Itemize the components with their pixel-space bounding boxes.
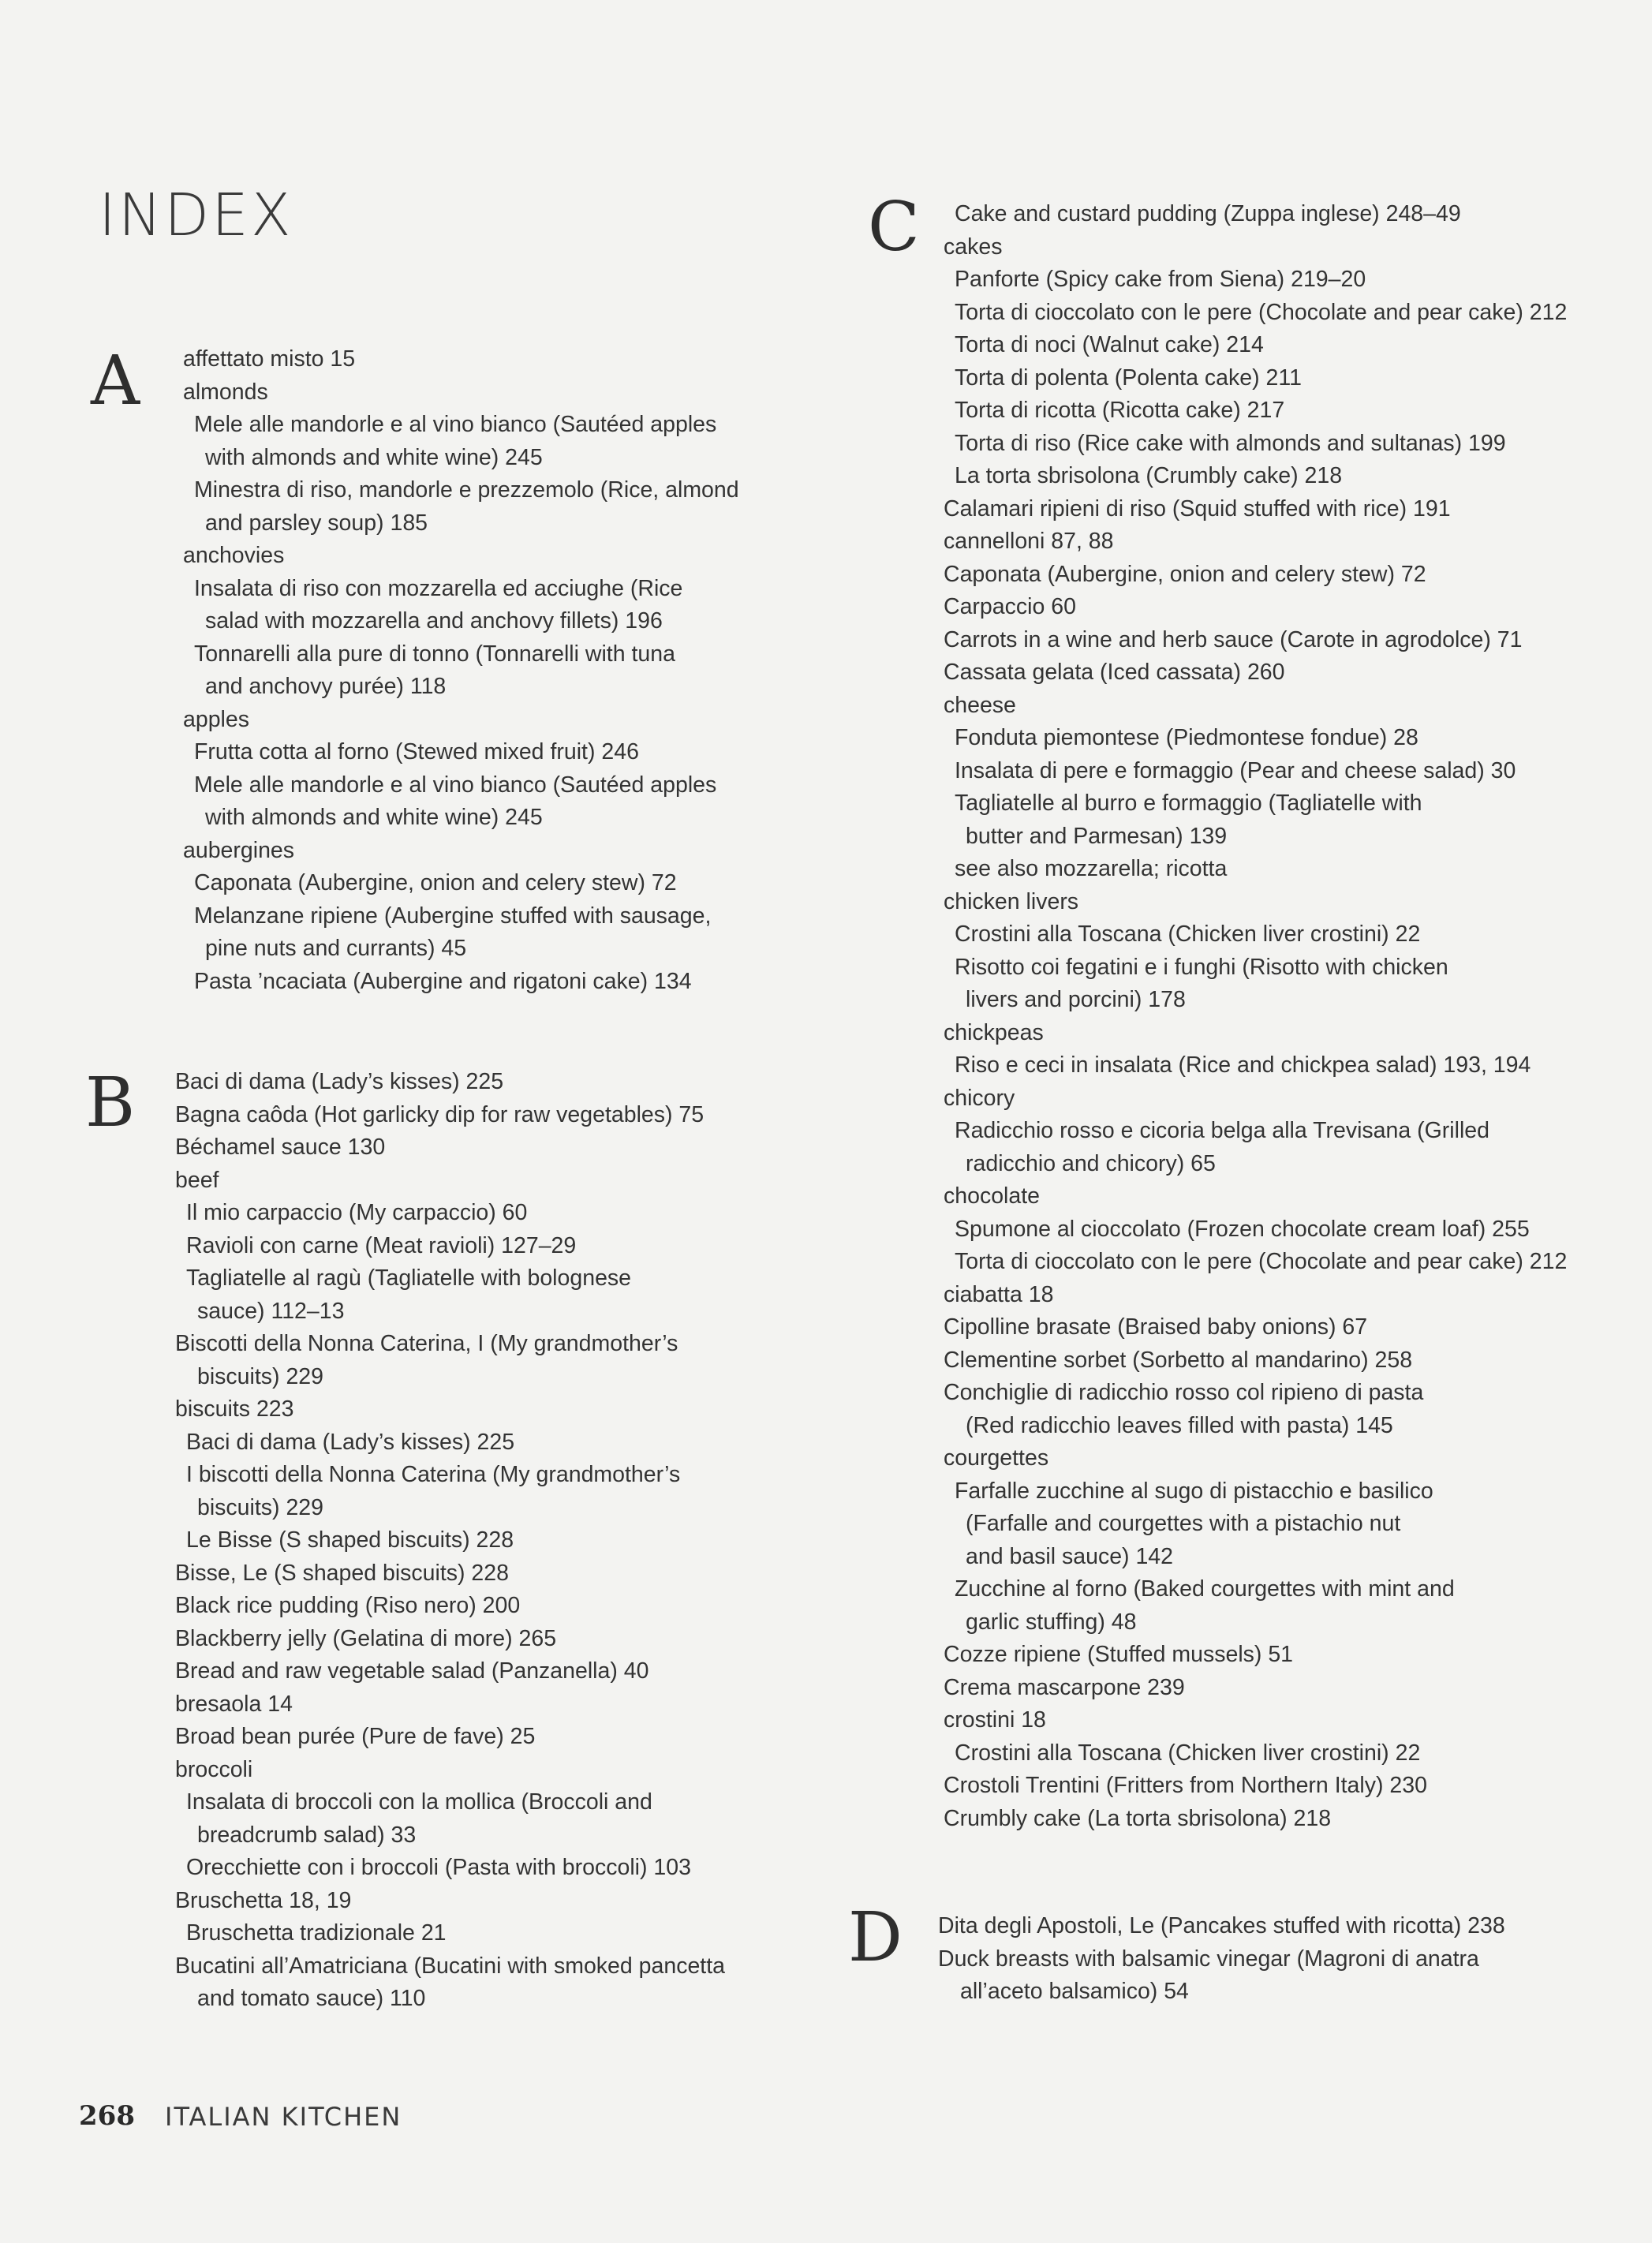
- index-entry: chickpeas: [944, 1019, 1044, 1045]
- index-entry: Bruschetta 18, 19: [175, 1887, 352, 1913]
- page-title: INDEX: [99, 181, 293, 249]
- index-subentry: see also mozzarella; ricotta: [955, 856, 1228, 881]
- index-entry-continuation: garlic stuffing) 48: [966, 1609, 1137, 1635]
- index-entry: Baci di dama (Lady’s kisses) 225: [175, 1069, 504, 1094]
- index-entry-continuation: radicchio and chicory) 65: [966, 1150, 1216, 1176]
- index-entry-continuation: butter and Parmesan) 139: [966, 823, 1228, 849]
- index-subentry: Tagliatelle al ragù (Tagliatelle with bolognese: [186, 1265, 632, 1291]
- index-entry: crostini 18: [944, 1707, 1046, 1733]
- index-entry: courgettes: [944, 1445, 1049, 1471]
- index-entry: bresaola 14: [175, 1691, 293, 1717]
- index-subentry: Baci di dama (Lady’s kisses) 225: [186, 1429, 515, 1455]
- index-entry: Bagna caôda (Hot garlicky dip for raw vegetables) 75: [175, 1101, 705, 1127]
- index-subentry: Mele alle mandorle e al vino bianco (Sautéed apples: [194, 772, 717, 798]
- index-entry: chicory: [944, 1085, 1015, 1111]
- index-subentry: Melanzane ripiene (Aubergine stuffed with sausage,: [194, 903, 712, 929]
- index-subentry: Pasta ’ncaciata (Aubergine and rigatoni cake) 134: [194, 968, 692, 994]
- index-entry-continuation: salad with mozzarella and anchovy fillets) 196: [205, 608, 663, 634]
- index-entry: aubergines: [183, 837, 295, 863]
- index-entry-continuation: sauce) 112–13: [197, 1298, 345, 1324]
- index-entry-continuation: and tomato sauce) 110: [197, 1986, 426, 2011]
- index-entry: almonds: [183, 379, 268, 405]
- index-entry: Carrots in a wine and herb sauce (Carote in agrodolce) 71: [944, 626, 1523, 652]
- index-entry: Crumbly cake (La torta sbrisolona) 218: [944, 1805, 1332, 1831]
- index-entry: Clementine sorbet (Sorbetto al mandarino) 258: [944, 1347, 1413, 1373]
- index-entry: apples: [183, 706, 249, 732]
- index-entry-continuation: pine nuts and currants) 45: [205, 936, 467, 961]
- index-subentry: Insalata di pere e formaggio (Pear and cheese salad) 30: [955, 757, 1516, 783]
- index-entry: biscuits 223: [175, 1396, 294, 1422]
- index-entry: Conchiglie di radicchio rosso col ripieno di pasta: [944, 1380, 1424, 1405]
- index-entry: anchovies: [183, 543, 285, 568]
- index-entry-continuation: breadcrumb salad) 33: [197, 1822, 417, 1848]
- index-entry-continuation: all’aceto balsamico) 54: [960, 1979, 1189, 2004]
- index-subentry: Insalata di broccoli con la mollica (Broccoli and: [186, 1789, 652, 1815]
- index-entry-continuation: with almonds and white wine) 245: [205, 805, 543, 830]
- index-entry: Bucatini all’Amatriciana (Bucatini with smoked pancetta: [175, 1953, 725, 1979]
- index-subentry: Spumone al cioccolato (Frozen chocolate cream loaf) 255: [955, 1216, 1530, 1242]
- index-entry: broccoli: [175, 1756, 253, 1782]
- index-subentry: Radicchio rosso e cicoria belga alla Trevisana (Grilled: [955, 1118, 1489, 1143]
- index-subentry: Crostini alla Toscana (Chicken liver crostini) 22: [955, 921, 1421, 947]
- index-subentry: Torta di cioccolato con le pere (Chocolate and pear cake) 212: [955, 299, 1568, 325]
- index-subentry: I biscotti della Nonna Caterina (My grandmother’s: [186, 1462, 681, 1487]
- index-subentry: Torta di polenta (Polenta cake) 211: [955, 364, 1302, 391]
- index-entry: cheese: [944, 692, 1016, 718]
- index-subentry: Tagliatelle al burro e formaggio (Tagliatelle with: [955, 791, 1422, 816]
- index-entry-continuation: (Red radicchio leaves filled with pasta) 145: [966, 1412, 1393, 1438]
- section-letter-a: A: [91, 342, 140, 421]
- index-entry: Bread and raw vegetable salad (Panzanella) 40: [175, 1658, 649, 1684]
- index-entry: Carpaccio 60: [944, 594, 1076, 619]
- index-entry: Caponata (Aubergine, onion and celery stew) 72: [944, 561, 1426, 587]
- section-letter-d: D: [848, 1898, 903, 1977]
- section-letter-c: C: [868, 188, 920, 267]
- index-entry: cannelloni 87, 88: [944, 529, 1114, 554]
- index-entry: Black rice pudding (Riso nero) 200: [175, 1593, 521, 1618]
- index-entry: Cassata gelata (Iced cassata) 260: [944, 660, 1285, 685]
- index-subentry: Torta di cioccolato con le pere (Chocolate and pear cake) 212: [955, 1249, 1568, 1274]
- index-entry: beef: [175, 1167, 219, 1193]
- index-subentry: Torta di ricotta (Ricotta cake) 217: [955, 398, 1285, 423]
- index-entry-continuation: biscuits) 229: [197, 1363, 323, 1389]
- index-entry-continuation: and parsley soup) 185: [205, 510, 428, 536]
- index-entry: affettato misto 15: [183, 346, 356, 372]
- index-section-d: [938, 1910, 1505, 2009]
- index-subentry: Orecchiette con i broccoli (Pasta with broccoli) 103: [186, 1855, 691, 1880]
- index-entry-continuation: (Farfalle and courgettes with a pistachio nut: [966, 1511, 1401, 1536]
- index-entry-continuation: biscuits) 229: [197, 1494, 323, 1520]
- index-entry: Bisse, Le (S shaped biscuits) 228: [175, 1560, 509, 1586]
- running-footer-title: ITALIAN KITCHEN: [165, 2102, 402, 2132]
- index-entry: Calamari ripieni di riso (Squid stuffed with rice) 191: [944, 495, 1451, 521]
- index-section-c: [944, 198, 1567, 1835]
- index-subentry: Minestra di riso, mandorle e prezzemolo (Rice, almond: [194, 477, 739, 503]
- index-entry: ciabatta 18: [944, 1281, 1054, 1307]
- index-subentry: Torta di noci (Walnut cake) 214: [955, 332, 1264, 357]
- index-subentry: Fonduta piemontese (Piedmontese fondue) 28: [955, 725, 1418, 750]
- index-subentry: Risotto coi fegatini e i funghi (Risotto with chicken: [955, 954, 1448, 980]
- index-subentry: Insalata di riso con mozzarella ed acciughe (Rice: [194, 575, 683, 601]
- index-entry: Béchamel sauce 130: [175, 1135, 386, 1160]
- index-section-b: [175, 1066, 725, 2016]
- section-letter-b: B: [85, 1064, 136, 1142]
- index-subentry: Ravioli con carne (Meat ravioli) 127–29: [186, 1232, 577, 1258]
- index-entry-continuation: livers and porcini) 178: [966, 987, 1186, 1012]
- index-subentry: Cake and custard pudding (Zuppa inglese) 248–49: [955, 201, 1461, 226]
- index-entry: Dita degli Apostoli, Le (Pancakes stuffed with ricotta) 238: [938, 1913, 1505, 1938]
- index-subentry: Panforte (Spicy cake from Siena) 219–20: [955, 267, 1366, 292]
- index-entry-continuation: and basil sauce) 142: [966, 1543, 1174, 1569]
- index-entry-continuation: and anchovy purée) 118: [205, 674, 447, 699]
- index-entry: Cipolline brasate (Braised baby onions) 67: [944, 1314, 1368, 1340]
- index-entry: Cozze ripiene (Stuffed mussels) 51: [944, 1642, 1294, 1667]
- page-number: 268: [79, 2100, 135, 2132]
- index-entry: cakes: [944, 234, 1003, 260]
- index-entry: chocolate: [944, 1183, 1041, 1209]
- index-entry-continuation: with almonds and white wine) 245: [205, 444, 543, 470]
- index-entry: Crostoli Trentini (Fritters from Northern Italy) 230: [944, 1773, 1427, 1798]
- index-subentry: Le Bisse (S shaped biscuits) 228: [186, 1527, 514, 1553]
- index-subentry: Tonnarelli alla pure di tonno (Tonnarelli with tuna: [194, 641, 675, 667]
- index-subentry: Caponata (Aubergine, onion and celery stew) 72: [194, 870, 677, 895]
- index-entry: chicken livers: [944, 888, 1079, 914]
- index-subentry: Frutta cotta al forno (Stewed mixed fruit) 246: [194, 739, 639, 764]
- index-entry: Crema mascarpone 239: [944, 1674, 1185, 1700]
- index-subentry: Riso e ceci in insalata (Rice and chickpea salad) 193, 194: [955, 1052, 1531, 1078]
- index-subentry: Il mio carpaccio (My carpaccio) 60: [186, 1200, 528, 1225]
- index-subentry: Crostini alla Toscana (Chicken liver crostini) 22: [955, 1740, 1421, 1766]
- index-subentry: Torta di riso (Rice cake with almonds and sultanas) 199: [955, 430, 1506, 456]
- index-entry: Duck breasts with balsamic vinegar (Magroni di anatra: [938, 1946, 1479, 1972]
- index-entry: Broad bean purée (Pure de fave) 25: [175, 1724, 536, 1749]
- index-subentry: Zucchine al forno (Baked courgettes with mint and: [955, 1576, 1455, 1602]
- index-subentry: Farfalle zucchine al sugo di pistacchio e basilico: [955, 1478, 1433, 1504]
- index-entry: Biscotti della Nonna Caterina, I (My grandmother’s: [175, 1331, 678, 1356]
- index-section-a: [183, 343, 739, 998]
- index-entry: Blackberry jelly (Gelatina di more) 265: [175, 1625, 557, 1651]
- index-subentry: Bruschetta tradizionale 21: [186, 1920, 447, 1946]
- index-subentry: Mele alle mandorle e al vino bianco (Sautéed apples: [194, 412, 717, 437]
- index-subentry: La torta sbrisolona (Crumbly cake) 218: [955, 463, 1343, 488]
